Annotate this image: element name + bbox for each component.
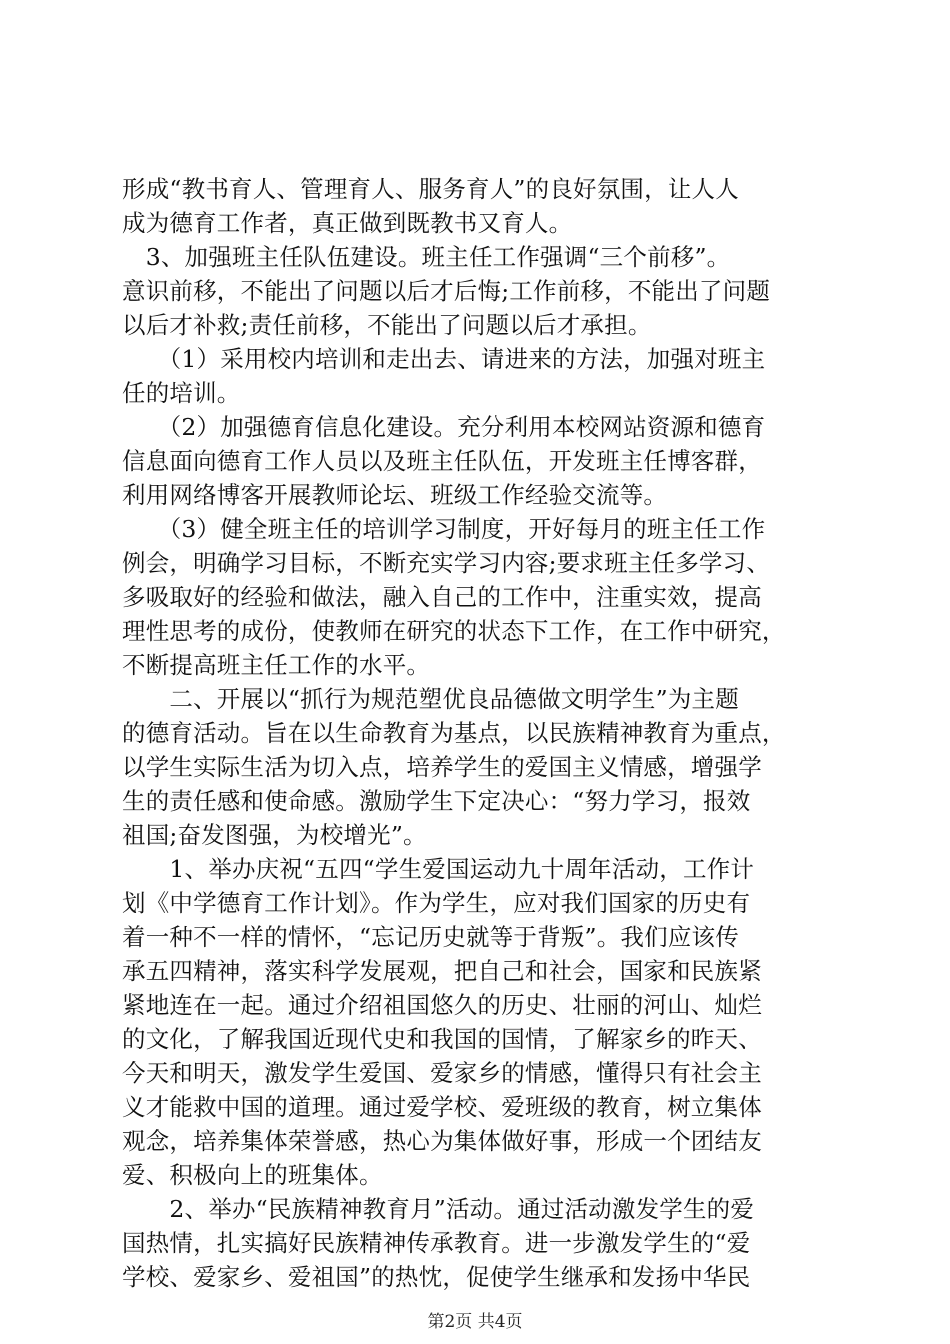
text-line: （3）健全班主任的培训学习制度，开好每月的班主任工作 — [122, 515, 766, 543]
text-line: 以后才补救;责任前移，不能出了问题以后才承担。 — [122, 311, 652, 339]
text-line: 祖国;奋发图强，为校增光”。 — [122, 821, 427, 849]
text-line: 成为德育工作者，真正做到既教书又育人。 — [122, 209, 573, 237]
text-line: 多吸取好的经验和做法，融入自己的工作中，注重实效，提高 — [122, 583, 762, 611]
text-line: 生的责任感和使命感。激励学生下定决心：“努力学习，报效 — [122, 787, 751, 815]
text-line: 划《中学德育工作计划》。作为学生，应对我们国家的历史有 — [122, 889, 751, 917]
text-line: 承五四精神，落实科学发展观，把自己和社会，国家和民族紧 — [122, 957, 762, 985]
text-line: 国热情，扎实搞好民族精神传承教育。进一步激发学生的“爱 — [122, 1229, 751, 1257]
text-line: 2、举办“民族精神教育月”活动。通过活动激发学生的爱 — [122, 1195, 755, 1223]
text-line: 任的培训。 — [122, 379, 241, 407]
page-number-footer: 第2页 共4页 — [427, 1312, 523, 1332]
text-line: 今天和明天，激发学生爱国、爱家乡的情感，懂得只有社会主 — [122, 1059, 762, 1087]
text-line: （1）采用校内培训和走出去、请进来的方法，加强对班主 — [122, 345, 766, 373]
text-line: 义才能救中国的道理。通过爱学校、爱班级的教育，树立集体 — [122, 1093, 762, 1121]
text-line: 二、开展以“抓行为规范塑优良品德做文明学生”为主题 — [122, 685, 739, 713]
text-line: 意识前移，不能出了问题以后才后悔;工作前移，不能出了问题 — [122, 277, 771, 305]
text-line: 例会，明确学习目标，不断充实学习内容;要求班主任多学习、 — [122, 549, 771, 577]
text-line: 的德育活动。旨在以生命教育为基点，以民族精神教育为重点， — [122, 719, 786, 747]
text-line: 3、加强班主任队伍建设。班主任工作强调“三个前移”。 — [122, 243, 731, 271]
text-line: 利用网络博客开展教师论坛、班级工作经验交流等。 — [122, 481, 668, 509]
text-line: 信息面向德育工作人员以及班主任队伍，开发班主任博客群， — [122, 447, 762, 475]
text-line: 不断提高班主任工作的水平。 — [122, 651, 431, 679]
text-line: 学校、爱家乡、爱祖国”的热忱，促使学生继承和发扬中华民 — [122, 1263, 751, 1291]
text-line: 形成“教书育人、管理育人、服务育人”的良好氛围，让人人 — [122, 175, 739, 203]
text-line: 理性思考的成份，使教师在研究的状态下工作，在工作中研究， — [122, 617, 786, 645]
text-line: （2）加强德育信息化建设。充分利用本校网站资源和德育 — [122, 413, 766, 441]
text-line: 1、举办庆祝“五四“学生爱国运动九十周年活动，工作计 — [122, 855, 755, 883]
text-line: 观念，培养集体荣誉感，热心为集体做好事，形成一个团结友 — [122, 1127, 762, 1155]
text-line: 爱、积极向上的班集体。 — [122, 1161, 383, 1189]
text-line: 紧地连在一起。通过介绍祖国悠久的历史、壮丽的河山、灿烂 — [122, 991, 762, 1019]
text-line: 着一种不一样的情怀，“忘记历史就等于背叛”。我们应该传 — [122, 923, 739, 951]
text-line: 的文化，了解我国近现代史和我国的国情，了解家乡的昨天、 — [122, 1025, 762, 1053]
text-line: 以学生实际生活为切入点，培养学生的爱国主义情感，增强学 — [122, 753, 762, 781]
